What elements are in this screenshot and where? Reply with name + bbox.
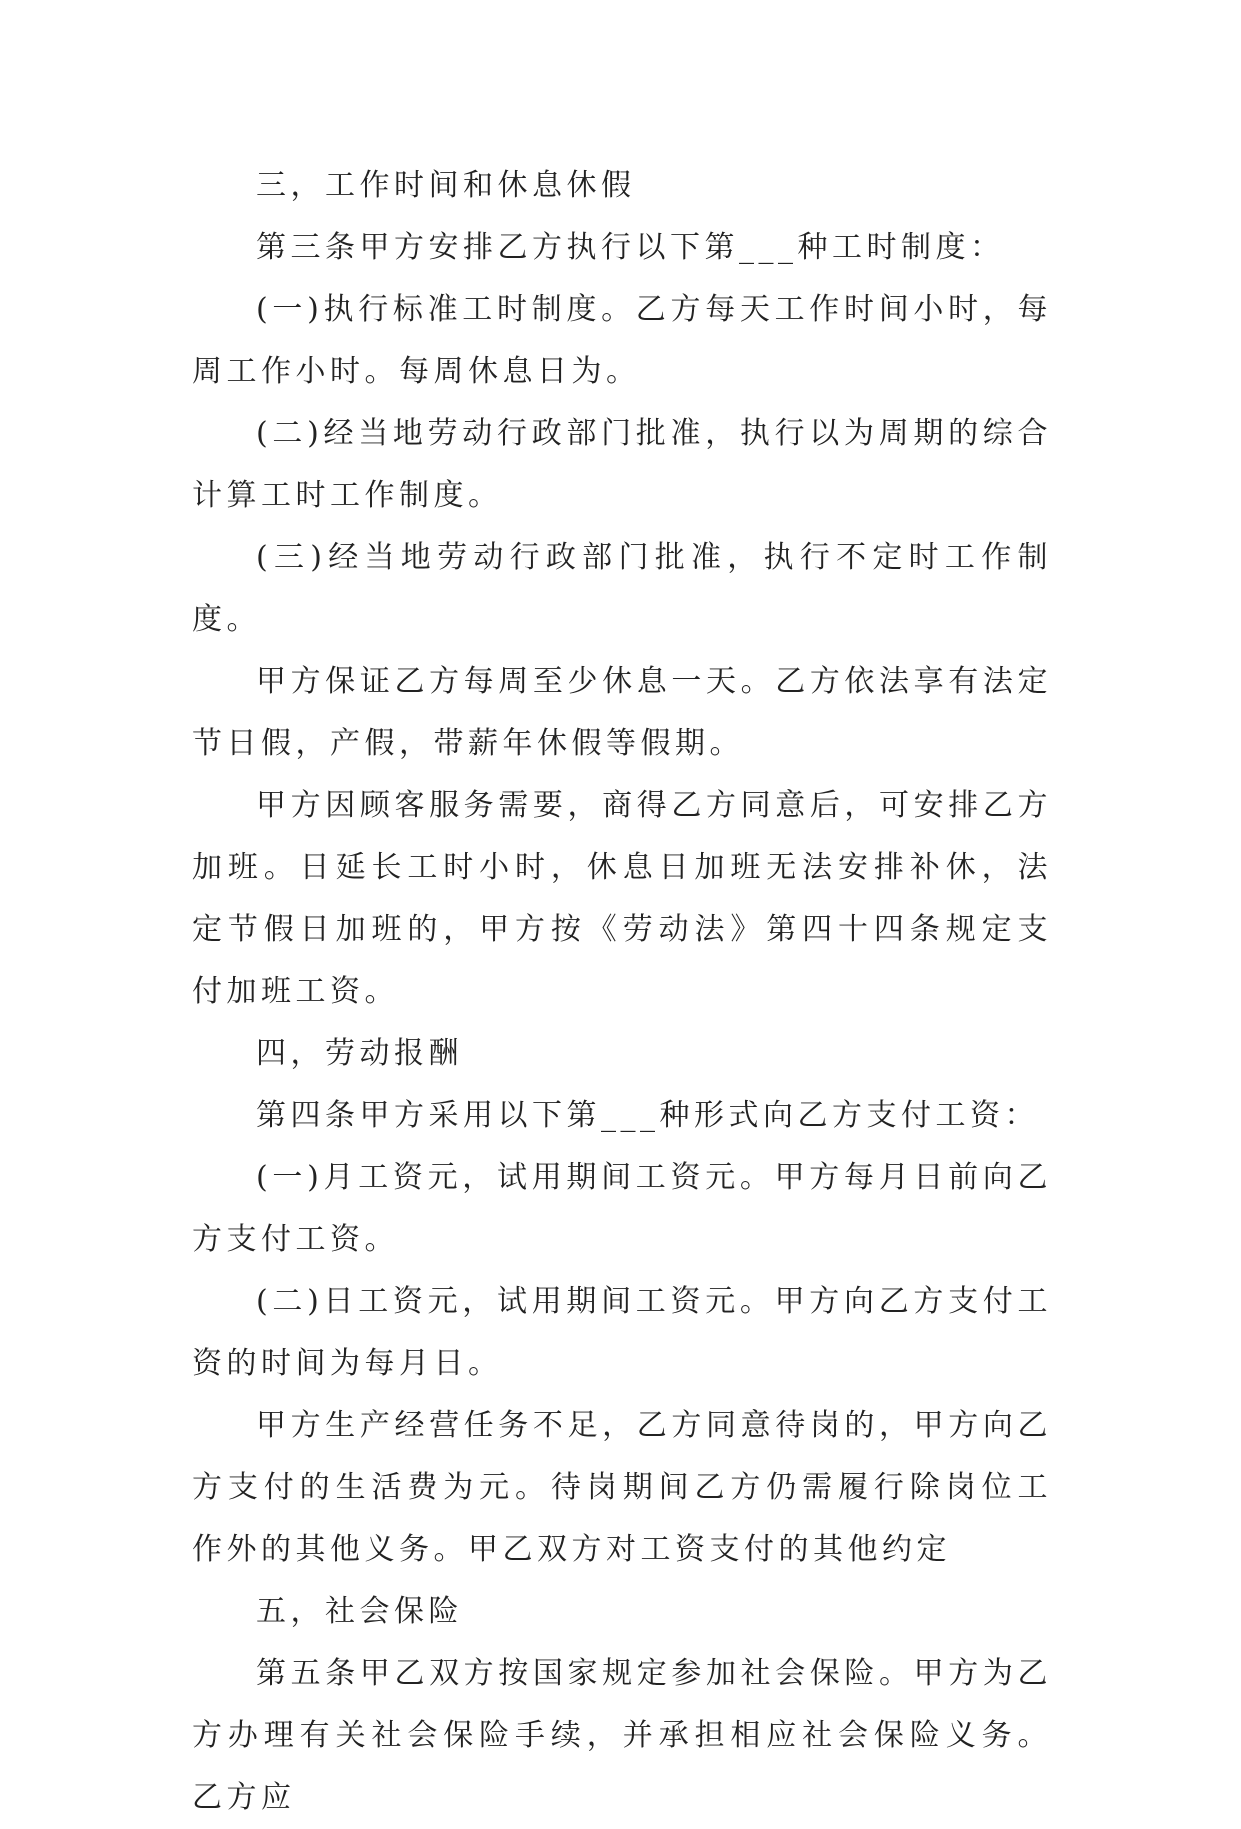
section-heading-4: 四，劳动报酬	[256, 1036, 463, 1071]
document-body	[192, 155, 1052, 1829]
overtime-paragraph: 甲方因顾客服务需要，商得乙方同意后，可安排乙方加班。日延长工时小时，休息日加班无法安排补休，法定节假日加班的，甲方按《劳动法》第四十四条规定支付加班工资。	[192, 788, 1052, 1009]
section-heading-3: 三，工作时间和休息休假	[256, 168, 636, 203]
section-heading-5: 五，社会保险	[256, 1594, 463, 1629]
standby-pay-paragraph: 甲方生产经营任务不足，乙方同意待岗的，甲方向乙方支付的生活费为元。待岗期间乙方仍需履行除岗位工作外的其他义务。甲乙双方对工资支付的其他约定	[192, 1408, 1052, 1567]
article-3-item-2: (二)经当地劳动行政部门批准，执行以为周期的综合计算工时工作制度。	[192, 416, 1052, 513]
article-5-paragraph: 第五条甲乙双方按国家规定参加社会保险。甲方为乙方办理有关社会保险手续，并承担相应社会保险义务。乙方应	[192, 1656, 1052, 1815]
article-3-intro: 第三条甲方安排乙方执行以下第___种工时制度：	[256, 230, 1005, 265]
article-4-item-2: (二)日工资元，试用期间工资元。甲方向乙方支付工资的时间为每月日。	[192, 1284, 1052, 1381]
article-4-item-1: (一)月工资元，试用期间工资元。甲方每月日前向乙方支付工资。	[192, 1160, 1052, 1257]
article-3-item-3: (三)经当地劳动行政部门批准，执行不定时工作制度。	[192, 540, 1052, 637]
rest-guarantee-paragraph: 甲方保证乙方每周至少休息一天。乙方依法享有法定节日假，产假，带薪年休假等假期。	[192, 664, 1052, 761]
article-3-item-1: (一)执行标准工时制度。乙方每天工作时间小时，每周工作小时。每周休息日为。	[192, 292, 1052, 389]
article-4-intro: 第四条甲方采用以下第___种形式向乙方支付工资：	[256, 1098, 1039, 1133]
